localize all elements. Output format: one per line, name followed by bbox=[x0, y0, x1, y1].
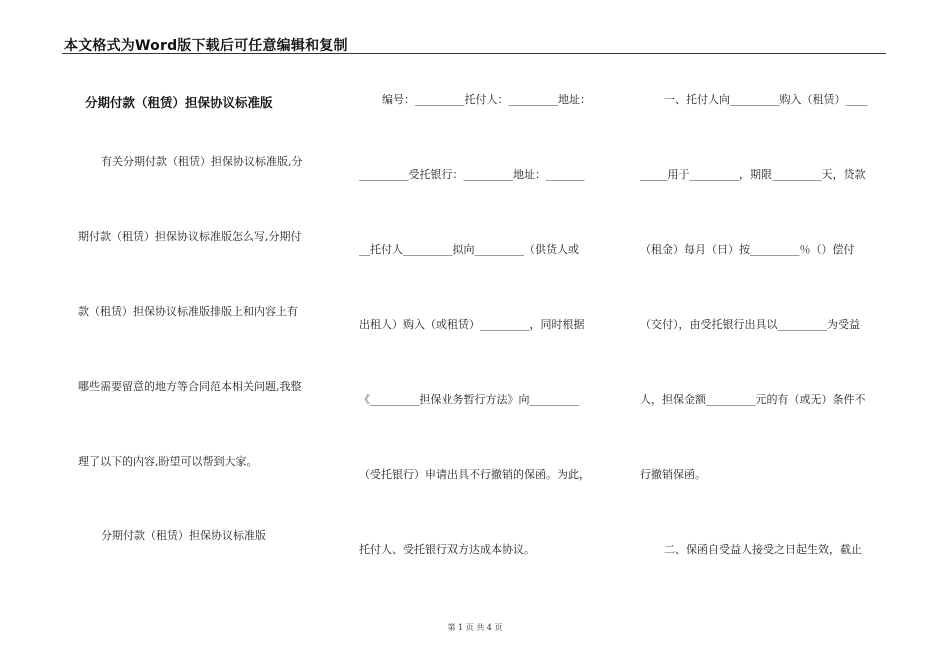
col2-line-5: 《_________担保业务暂行方法》向_________ bbox=[359, 393, 579, 406]
col1-line-5: 理了以下的内容,盼望可以帮到大家。 bbox=[78, 455, 258, 468]
col3-line-5: 人，担保金额_________元的有（或无）条件不 bbox=[640, 393, 866, 406]
page-number: 第 1 页 共 4 页 bbox=[447, 623, 503, 632]
col3-line-4: （交付），由受托银行出具以_________为受益 bbox=[640, 318, 860, 331]
col3-line-3: （租金）每月（日）按_________％（）偿付 bbox=[640, 243, 855, 256]
document-banner: 本文格式为Word版下载后可任意编辑和复制 bbox=[64, 38, 348, 54]
col1-line-4: 哪些需要留意的地方等合同范本相关问题,我整 bbox=[78, 380, 302, 393]
col2-line-7: 托付人、受托银行双方达成本协议。 bbox=[359, 543, 535, 556]
col2-line-6: （受托银行）申请出具不行撤销的保函。为此， bbox=[359, 468, 590, 481]
col3-line-1: 一、托付人向_________购入（租赁）____ bbox=[664, 93, 868, 106]
col1-subtitle: 分期付款（租赁）担保协议标准版 bbox=[101, 529, 266, 542]
col1-line-1: 有关分期付款（租赁）担保协议标准版,分 bbox=[101, 155, 303, 168]
col3-line-7: 二、保函自受益人接受之日起生效，截止 bbox=[664, 543, 862, 556]
document-title: 分期付款（租赁）担保协议标准版 bbox=[85, 95, 273, 110]
col2-line-2: _________受托银行：_________地址：_______ bbox=[359, 168, 585, 181]
col3-line-2: _____用于_________，期限_________天，贷款 bbox=[640, 168, 866, 181]
col2-line-4: 出租人）购入（或租赁）_________，同时根据 bbox=[359, 318, 585, 331]
col1-line-2: 期付款（租赁）担保协议标准版怎么写,分期付 bbox=[78, 230, 302, 243]
col2-line-1: 编号：_________托付人：_________地址： bbox=[382, 93, 591, 106]
col3-line-6: 行撤销保函。 bbox=[640, 468, 706, 481]
col1-line-3: 款（租赁）担保协议标准版排版上和内容上有 bbox=[78, 305, 298, 318]
header-divider bbox=[62, 53, 886, 54]
col2-line-3: __托付人_________拟向_________（供货人或 bbox=[359, 243, 579, 256]
